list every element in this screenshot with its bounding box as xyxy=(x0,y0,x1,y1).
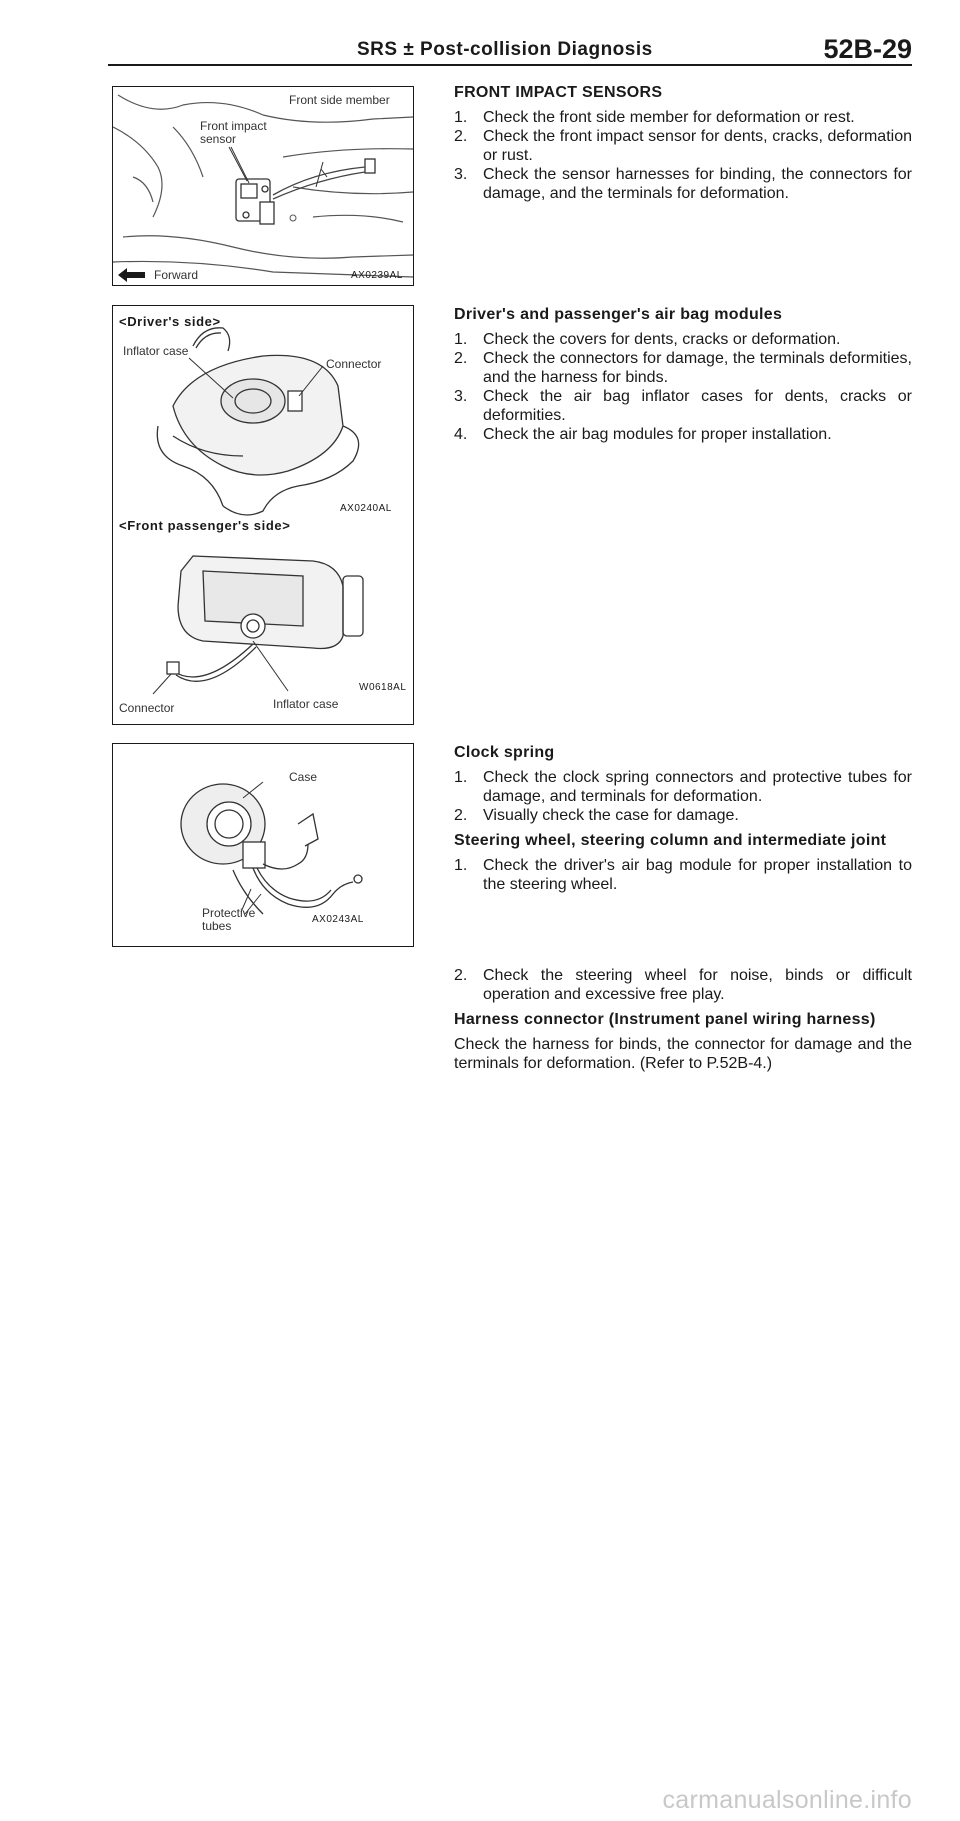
list-item: 2. Check the steering wheel for noise, binds or difficult operation and excessive free play. xyxy=(454,967,912,1003)
list-item: 1. Check the covers for dents, cracks or deformation. xyxy=(454,331,841,348)
header-divider xyxy=(108,64,912,66)
figure-code-driver: AX0240AL xyxy=(340,503,392,514)
label-inflator-case-driver: Inflator case xyxy=(123,344,189,358)
section-air-bag-modules xyxy=(454,305,912,450)
list-item: 3. Check the sensor harnesses for binding, the connectors for damage, and the terminals for deformation. xyxy=(454,166,912,202)
passengers-side-heading: <Front passenger's side> xyxy=(119,518,291,533)
section-heading: Driver's and passenger's air bag modules xyxy=(454,306,783,323)
section-heading: FRONT IMPACT SENSORS xyxy=(454,84,663,101)
label-protective-tubes-1: Protective xyxy=(202,906,256,920)
section-steering-continued xyxy=(454,966,912,1073)
section-clock-spring xyxy=(454,743,912,900)
figure-code-passenger: W0618AL xyxy=(359,682,407,693)
list-item: 2. Visually check the case for damage. xyxy=(454,807,739,824)
label-connector-driver: Connector xyxy=(326,357,382,371)
figure-front-impact-sensor xyxy=(112,86,414,286)
list-item: 4. Check the air bag modules for proper installation. xyxy=(454,426,832,443)
page-number: 52B-29 xyxy=(823,34,912,64)
section-heading: Steering wheel, steering column and intermediate joint xyxy=(454,832,887,849)
steering-list xyxy=(454,856,912,894)
list-item: 3. Check the air bag inflator cases for dents, cracks or deformities. xyxy=(454,388,912,424)
page-header xyxy=(0,0,960,70)
harness-text: Check the harness for binds, the connector for damage and the terminals for deformation. (Refer to P.52B-4.) xyxy=(454,1036,912,1072)
label-front-side-member: Front side member xyxy=(289,93,390,107)
figure-air-bag-modules xyxy=(112,305,414,725)
drivers-side-heading: <Driver's side> xyxy=(119,314,221,329)
label-case: Case xyxy=(289,770,318,784)
label-protective-tubes-2: tubes xyxy=(202,919,232,933)
label-forward: Forward xyxy=(154,268,199,282)
label-connector-passenger: Connector xyxy=(119,701,175,715)
section-heading: Harness connector (Instrument panel wiring harness) xyxy=(454,1011,876,1028)
list-item: 1. Check the front side member for deformation or rest. xyxy=(454,109,855,126)
label-front-impact-sensor-1: Front impact xyxy=(200,119,267,133)
list-item: 2. Check the front impact sensor for dents, cracks, deformation or rust. xyxy=(454,128,912,164)
section-front-impact-sensors xyxy=(454,83,912,209)
label-front-impact-sensor-2: sensor xyxy=(200,132,237,146)
figure-clock-spring xyxy=(112,743,414,947)
list-item: 2. Check the connectors for damage, the terminals deformities, and the harness for binds. xyxy=(454,350,912,386)
list-item: 1. Check the driver's air bag module for proper installation to the steering wheel. xyxy=(454,857,912,893)
clock-spring-illustration xyxy=(113,744,413,946)
list-item: 1. Check the clock spring connectors and protective tubes for damage, and terminals for deformation. xyxy=(454,769,912,805)
front-impact-sensor-illustration xyxy=(113,87,413,285)
label-inflator-case-passenger: Inflator case xyxy=(273,697,339,711)
figure-code: AX0243AL xyxy=(312,914,364,925)
clock-spring-list xyxy=(454,768,912,825)
section-heading: Clock spring xyxy=(454,744,555,761)
air-bag-list xyxy=(454,330,912,444)
page-title: SRS ± Post-collision Diagnosis xyxy=(357,39,653,60)
steering-list-continued xyxy=(454,966,912,1004)
watermark: carmanualsonline.info xyxy=(662,1786,912,1814)
figure-code: AX0239AL xyxy=(351,270,403,281)
front-impact-list xyxy=(454,108,912,203)
